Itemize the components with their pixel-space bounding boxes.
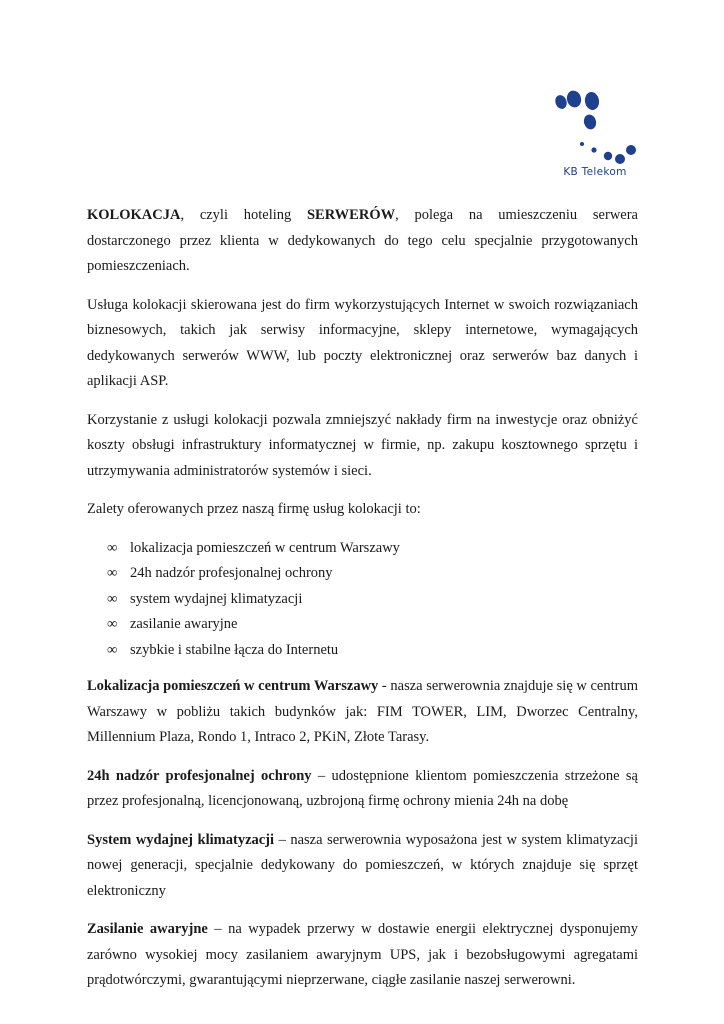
detail-text: – na wypadek przerwy w dostawie energii elektrycznej dysponujemy zarówno wysokiej mocy zasilaniem awaryjnym UPS, jak i bezobsługowymi agregatami prądotwórczymi, gwarantującymi nieprzerwane, ciągłe zasilanie naszej serwerowni. (87, 921, 638, 988)
infinity-bullet-icon: ∞ (107, 539, 118, 556)
detail-title: Lokalizacja pomieszczeń w centrum Warszawy (87, 678, 379, 694)
bold-serwerow: SERWERÓW (306, 207, 396, 223)
detail-text: - nasza serwerownia znajduje się w centrum Warszawy w pobliżu takich budynków jak: FIM TOWER, LIM, Dworzec Centralny, Millennium Plaza, Rondo 1, Intraco 2, PKiN, Złote Tarasy. (87, 678, 638, 745)
detail-text: – udostępnione klientom pomieszczenia strzeżone są przez profesjonalną, licencjonowaną, uzbrojoną firmę ochrony mienia 24h na dobę (87, 767, 638, 809)
list-item-text: system wydajnej klimatyzacji (130, 590, 303, 607)
bold-kolokacja: KOLOKACJA (87, 207, 181, 223)
text: , polega na umieszczeniu serwera dostarczonego przez klienta w dedykowanych do tego celu specjalnie przygotowanych pomieszczeniach. (87, 207, 638, 274)
list-item (87, 561, 638, 587)
detail-power (87, 917, 638, 994)
logo-text: KB Telekom (563, 166, 627, 178)
detail-cooling (87, 828, 638, 905)
advantages-list (87, 536, 638, 664)
list-item (87, 638, 638, 664)
kb-telekom-logo (552, 86, 638, 182)
infinity-bullet-icon: ∞ (107, 590, 118, 607)
text: , czyli hoteling (180, 207, 307, 223)
list-item (87, 587, 638, 613)
list-item-text: szybkie i stabilne łącza do Internetu (130, 641, 339, 658)
advantages-intro: Zalety oferowanych przez naszą firmę usług kolokacji to: (87, 501, 421, 517)
paragraph-target-clients: Usługa kolokacji skierowana jest do firm wykorzystujących Internet w swoich rozwiązaniach biznesowych, takich jak serwisy informacyjne, sklepy internetowe, wymagających dedykowanych serwerów WWW, lub poczty elektronicznej oraz serwerów baz danych i aplikacji ASP. (87, 296, 638, 389)
detail-title: Zasilanie awaryjne (87, 921, 208, 937)
detail-title: System wydajnej klimatyzacji (87, 831, 275, 848)
infinity-bullet-icon: ∞ (107, 565, 118, 581)
list-item (87, 536, 638, 562)
list-item-text: zasilanie awaryjne (130, 616, 238, 632)
list-item-text: lokalizacja pomieszczeń w centrum Warszawy (130, 539, 400, 556)
detail-text: – nasza serwerownia wyposażona jest w system klimatyzacji nowej generacji, specjalnie dedykowany do pomieszczeń, w których znajduje się sprzęt elektroniczny (87, 831, 638, 899)
logo-dots-icon (552, 86, 638, 166)
list-item (87, 612, 638, 638)
infinity-bullet-icon: ∞ (107, 641, 118, 658)
detail-location (87, 674, 638, 751)
infinity-bullet-icon: ∞ (107, 616, 118, 632)
list-item-text: 24h nadzór profesjonalnej ochrony (130, 565, 333, 581)
detail-security (87, 764, 638, 815)
detail-title: 24h nadzór profesjonalnej ochrony (87, 767, 312, 784)
paragraph-intro-kolokacja (87, 203, 638, 280)
document-body (87, 203, 638, 1007)
paragraph-benefits: Korzystanie z usługi kolokacji pozwala zmniejszyć nakłady firm na inwestycje oraz obniżyć koszty obsługi infrastruktury informatycznej w firmie, np. zakupu kosztownego sprzętu i utrzymywania administratorów systemów i sieci. (87, 411, 638, 479)
